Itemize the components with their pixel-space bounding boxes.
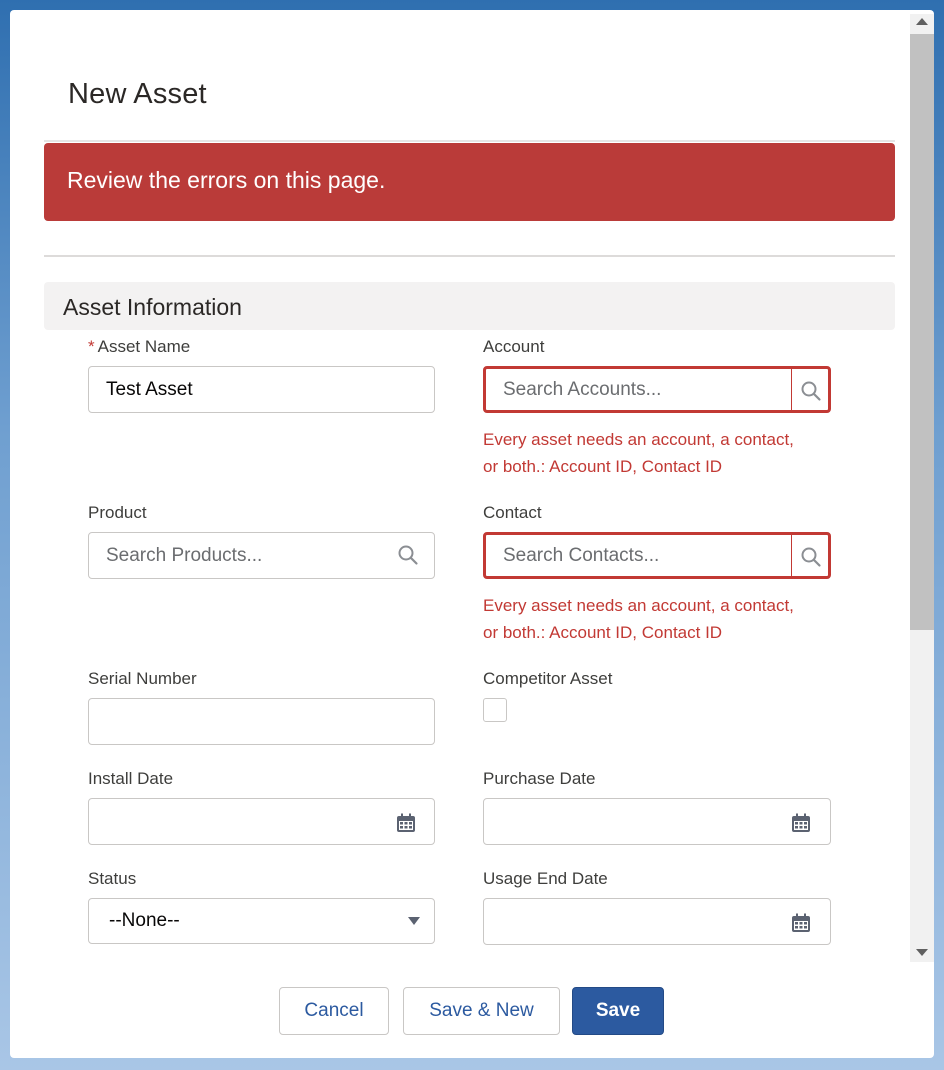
error-banner	[44, 143, 895, 221]
serial-number-label: Serial Number	[88, 669, 197, 688]
account-search-button[interactable]	[791, 366, 831, 413]
status-label: Status	[88, 869, 137, 888]
contact-label: Contact	[483, 503, 542, 522]
product-label: Product	[88, 503, 147, 522]
contact-error-line1: Every asset needs an account, a contact,	[483, 596, 794, 615]
section-header-asset-information[interactable]	[44, 282, 895, 330]
account-lookup	[483, 366, 831, 413]
title-divider	[44, 140, 895, 142]
purchase-date-input[interactable]	[483, 798, 831, 845]
serial-number-input[interactable]	[88, 698, 435, 745]
scroll-down-icon[interactable]	[916, 949, 928, 956]
install-date-input[interactable]	[88, 798, 435, 845]
account-label: Account	[483, 337, 545, 356]
save-and-new-button[interactable]: Save & New	[403, 987, 560, 1035]
calendar-icon[interactable]	[791, 913, 811, 933]
asset-name-input[interactable]	[88, 366, 435, 413]
scroll-up-icon[interactable]	[916, 18, 928, 25]
calendar-icon[interactable]	[791, 813, 811, 833]
purchase-date-label: Purchase Date	[483, 769, 596, 788]
usage-end-date-label: Usage End Date	[483, 869, 608, 888]
calendar-icon[interactable]	[396, 813, 416, 833]
cancel-button[interactable]: Cancel	[279, 987, 389, 1035]
asset-name-label	[88, 337, 190, 357]
usage-end-date-input[interactable]	[483, 898, 831, 945]
search-icon	[397, 544, 419, 566]
status-selected-value: --None--	[109, 910, 180, 931]
contact-search-input[interactable]	[483, 532, 792, 579]
new-asset-modal	[10, 10, 934, 1058]
scrollbar[interactable]	[910, 14, 934, 962]
required-marker: *	[88, 337, 95, 356]
save-button[interactable]: Save	[572, 987, 664, 1035]
search-icon	[800, 546, 822, 568]
status-select[interactable]	[88, 898, 435, 944]
account-error-line2: or both.: Account ID, Contact ID	[483, 457, 723, 476]
search-icon	[800, 380, 822, 402]
contact-lookup	[483, 532, 831, 579]
asset-name-label-text: Asset Name	[97, 337, 191, 356]
competitor-asset-label: Competitor Asset	[483, 669, 613, 688]
section-divider	[44, 255, 895, 257]
section-title: Asset Information	[63, 294, 242, 320]
account-search-input[interactable]	[483, 366, 792, 413]
contact-error-line2: or both.: Account ID, Contact ID	[483, 623, 723, 642]
chevron-down-icon	[408, 917, 420, 925]
error-banner-text: Review the errors on this page.	[67, 167, 386, 193]
product-search-input[interactable]	[88, 532, 435, 579]
contact-search-button[interactable]	[791, 532, 831, 579]
page-title: New Asset	[68, 78, 207, 110]
account-error-line1: Every asset needs an account, a contact,	[483, 430, 794, 449]
install-date-label: Install Date	[88, 769, 174, 788]
competitor-asset-checkbox[interactable]	[483, 698, 507, 722]
scroll-thumb[interactable]	[910, 34, 934, 630]
